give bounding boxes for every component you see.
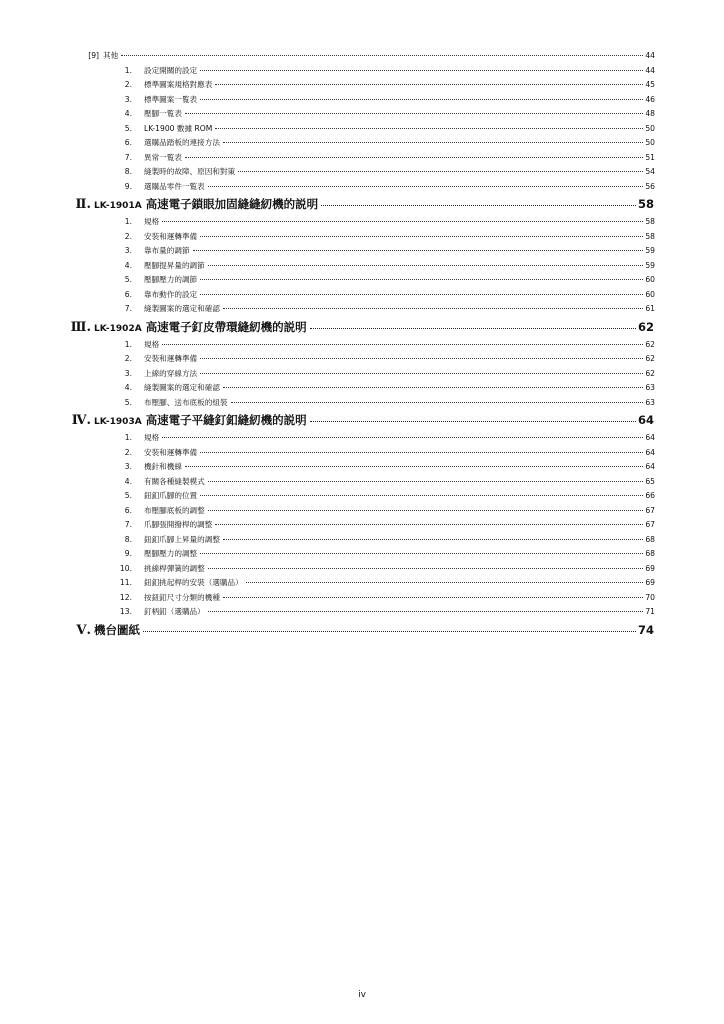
toc-page-number: 58 [637,197,654,211]
toc-title: 機台圖紙 [94,622,140,637]
toc-page-number: 59 [645,260,655,270]
toc-chapter-row[interactable] [0,620,654,641]
toc-page-number: 51 [645,152,655,162]
toc-entry-row[interactable] [0,93,655,108]
toc-number: 6. [124,138,132,147]
toc-number: Ⅴ. [76,622,91,638]
dot-leader [215,524,643,525]
toc-entry-row[interactable] [0,518,655,533]
toc-title: 異常一覧表 [144,152,182,162]
toc-title: 設定開關的設定 [144,65,198,75]
toc-title: 標準圖案一覧表 [144,94,198,104]
dot-leader [200,294,643,295]
toc-entry-row[interactable] [0,504,655,519]
toc-number: Ⅱ. [75,197,91,212]
toc-number: 2. [124,354,132,363]
toc-number: 4. [124,476,132,486]
toc-page-number: 50 [645,138,655,147]
toc-page-number: 64 [645,462,655,471]
toc-number: 2. [124,80,132,89]
toc-page-number: 64 [645,447,655,457]
toc-number: 4. [124,260,132,270]
toc-page-number: 59 [645,246,655,255]
toc-entry-row[interactable] [0,165,655,180]
toc-page-number: 69 [645,578,655,587]
toc-entry-row[interactable] [0,367,655,382]
toc-entry-row[interactable] [0,446,655,461]
toc-title: 安裝和運轉準備 [144,231,198,241]
toc-page-number: 67 [645,520,655,529]
toc-title: 鈕釦爪腳的位置 [144,491,198,500]
dot-leader [208,611,644,612]
toc-entry-row[interactable] [0,64,655,79]
toc-title: 安裝和運轉準備 [144,447,198,457]
dot-leader [121,55,643,56]
toc-title: 其他 [103,51,119,60]
dot-leader [200,495,643,496]
dot-leader [162,344,643,345]
dot-leader [143,631,636,632]
toc-page-number: 45 [645,80,655,89]
toc-page-number: 44 [645,51,655,60]
dot-leader [162,437,643,438]
toc-entry-row[interactable] [0,591,655,606]
toc-number: 11. [119,578,132,587]
dot-leader [162,221,643,222]
toc-page-number: 61 [645,304,655,313]
toc-page-number: 60 [645,275,655,284]
toc-entry-row[interactable] [0,302,655,317]
toc-number: 7. [124,304,132,313]
toc-number: 6. [124,505,132,515]
toc-title: LK-1900 數據 ROM [144,123,213,133]
toc-title: 規格 [144,217,160,226]
toc-entry-row[interactable] [0,576,655,591]
toc-entry-row[interactable] [0,533,655,548]
dot-leader [223,597,643,598]
toc-page-number: 62 [645,354,655,363]
dot-leader [215,128,643,129]
toc-page-number: 62 [645,339,655,349]
toc-number: 9. [124,549,132,558]
toc-page-number: 62 [637,319,654,334]
toc-page-number: 74 [637,622,654,637]
toc-number: 3. [124,462,132,471]
toc-title: 標準圖案規格對應表 [144,80,213,89]
toc-title: 靠布量的調節 [144,246,190,255]
toc-title: 爪腳張開撥桿的調整 [144,520,213,529]
toc-entry-row[interactable] [0,475,655,490]
toc-entry-row[interactable] [0,381,655,396]
toc-number: 5. [124,275,132,284]
toc-entry-row[interactable] [0,562,655,577]
toc-model-code: LK-1902A [94,323,142,334]
toc-title: 有關各種縫製模式 [144,476,205,486]
toc-title: 壓腳提昇量的調節 [144,260,205,270]
toc-title: 上線的穿線方法 [144,368,198,378]
toc-number: 1. [124,217,132,226]
dot-leader [208,265,644,266]
toc-number: 7. [124,152,132,162]
toc-chapter-row[interactable] [0,410,654,431]
toc-entry-row[interactable] [0,151,655,166]
toc-page-number: 48 [645,109,655,118]
toc-number: 8. [124,534,132,544]
toc-page-number: 54 [645,167,655,176]
table-of-contents [0,49,724,641]
toc-page-number: 70 [645,592,655,602]
dot-leader [310,421,636,422]
toc-page-number: 66 [645,491,655,500]
toc-page-number: 62 [645,368,655,378]
dot-leader [223,308,643,309]
toc-number: 5. [124,491,132,500]
toc-page-number: 60 [645,289,655,299]
toc-entry-row[interactable] [0,122,655,137]
toc-title: 高速電子平縫釘釦縫紉機的説明 [145,413,307,427]
toc-title: 壓腳一覧表 [144,109,182,118]
toc-title: 規格 [144,339,160,349]
dot-leader [200,358,643,359]
toc-page-number: 63 [645,397,655,407]
toc-page-number: 63 [645,383,655,392]
toc-title: 縫製圖案的選定和確認 [144,304,220,313]
toc-entry-row[interactable] [0,605,655,620]
toc-page-number: 58 [645,231,655,241]
toc-entry-row[interactable] [0,489,655,504]
toc-title: 縫製圖案的選定和確認 [144,383,220,392]
dot-leader [185,113,643,114]
toc-entry-row[interactable] [0,547,655,562]
toc-title: 縫製時的故障、原因和對策 [144,167,236,176]
toc-chapter-row[interactable] [0,194,654,215]
toc-title: 挑線桿彈簧的調整 [144,563,205,573]
toc-number: 2. [124,447,132,457]
toc-model-code: LK-1903A [94,417,142,427]
dot-leader [321,205,636,206]
dot-leader [208,510,644,511]
toc-entry-row[interactable] [0,78,655,93]
toc-entry-row[interactable] [0,244,655,259]
toc-number: [9] [88,51,99,60]
dot-leader [223,387,643,388]
dot-leader [246,582,644,583]
toc-entry-row[interactable] [0,396,655,411]
toc-title: 安裝和運轉準備 [144,354,198,363]
dot-leader [200,373,643,374]
toc-title: 選購品零件一覧表 [144,181,205,191]
toc-number: 8. [124,167,132,176]
toc-entry-row[interactable] [0,230,655,245]
toc-entry-row[interactable] [0,352,655,367]
dot-leader [208,186,644,187]
toc-number: 5. [124,123,132,133]
toc-number: 7. [124,520,132,529]
dot-leader [223,142,643,143]
dot-leader [231,402,644,403]
toc-title: 機針和機線 [144,462,182,471]
toc-model-code: LK-1901A [94,201,142,211]
dot-leader [208,481,644,482]
toc-title: 選購品踏板的連接方法 [144,138,220,147]
toc-page-number: 65 [645,476,655,486]
toc-page-number: 68 [645,534,655,544]
toc-entry-row[interactable] [0,136,655,151]
dot-leader [238,171,643,172]
toc-number: 3. [124,246,132,255]
toc-title: 壓腳壓力的調節 [144,275,198,284]
toc-entry-row[interactable] [0,338,655,353]
toc-number: 6. [124,289,132,299]
toc-entry-row[interactable] [0,215,655,230]
toc-entry-row[interactable] [0,288,655,303]
toc-number: 9. [124,181,132,191]
toc-page-number: 69 [645,563,655,573]
dot-leader [200,553,643,554]
toc-title: 規格 [144,433,160,442]
toc-number: 5. [124,397,132,407]
dot-leader [200,99,643,100]
toc-entry-row[interactable] [0,259,655,274]
toc-number: 1. [124,433,132,442]
toc-number: Ⅲ. [70,319,91,335]
toc-title: 布壓腳底板的調整 [144,505,205,515]
toc-page-number: 68 [645,549,655,558]
toc-number: Ⅳ. [71,413,91,428]
toc-entry-row[interactable] [0,49,655,64]
toc-entry-row[interactable] [0,431,655,446]
toc-title: 高速電子釘皮帶環縫紉機的説明 [145,319,307,334]
dot-leader [185,466,643,467]
toc-page-number: 58 [645,217,655,226]
dot-leader [200,452,643,453]
dot-leader [200,279,643,280]
toc-chapter-row[interactable] [0,317,654,338]
toc-number: 12. [119,592,132,602]
page-number: iv [358,990,366,1000]
toc-title: 壓腳壓力的調整 [144,549,198,558]
dot-leader [223,539,643,540]
toc-entry-row[interactable] [0,460,655,475]
toc-page-number: 56 [645,181,655,191]
toc-number: 4. [124,109,132,118]
toc-page-number: 44 [645,65,655,75]
dot-leader [208,568,644,569]
dot-leader [185,157,643,158]
toc-number: 3. [124,94,132,104]
toc-title: 鈕釦爪腳上昇量的調整 [144,534,220,544]
toc-page-number: 64 [637,413,654,427]
toc-number: 4. [124,383,132,392]
toc-number: 10. [119,563,132,573]
toc-title: 布壓腳、送布底板的組裝 [144,397,228,407]
toc-number: 3. [124,368,132,378]
toc-page-number: 46 [645,94,655,104]
toc-title: 靠布動作的設定 [144,289,198,299]
toc-entry-row[interactable] [0,107,655,122]
toc-page-number: 67 [645,505,655,515]
toc-title: 按鈕釦尺寸分類的機種 [144,592,220,602]
toc-title: 鈕釦挑起桿的安裝（選購品） [144,578,243,587]
dot-leader [200,236,643,237]
toc-title: 高速電子鎖眼加固縫縫紉機的説明 [145,197,319,211]
toc-number: 13. [119,607,132,616]
dot-leader [215,84,643,85]
toc-page-number: 64 [645,433,655,442]
dot-leader [200,70,643,71]
toc-page-number: 71 [645,607,655,616]
toc-page-number: 50 [645,123,655,133]
toc-number: 1. [124,65,132,75]
toc-number: 2. [124,231,132,241]
dot-leader [310,328,636,329]
toc-number: 1. [124,339,132,349]
toc-entry-row[interactable] [0,273,655,288]
toc-entry-row[interactable] [0,180,655,195]
toc-title: 釘柄釦（選購品） [144,607,205,616]
dot-leader [193,250,644,251]
